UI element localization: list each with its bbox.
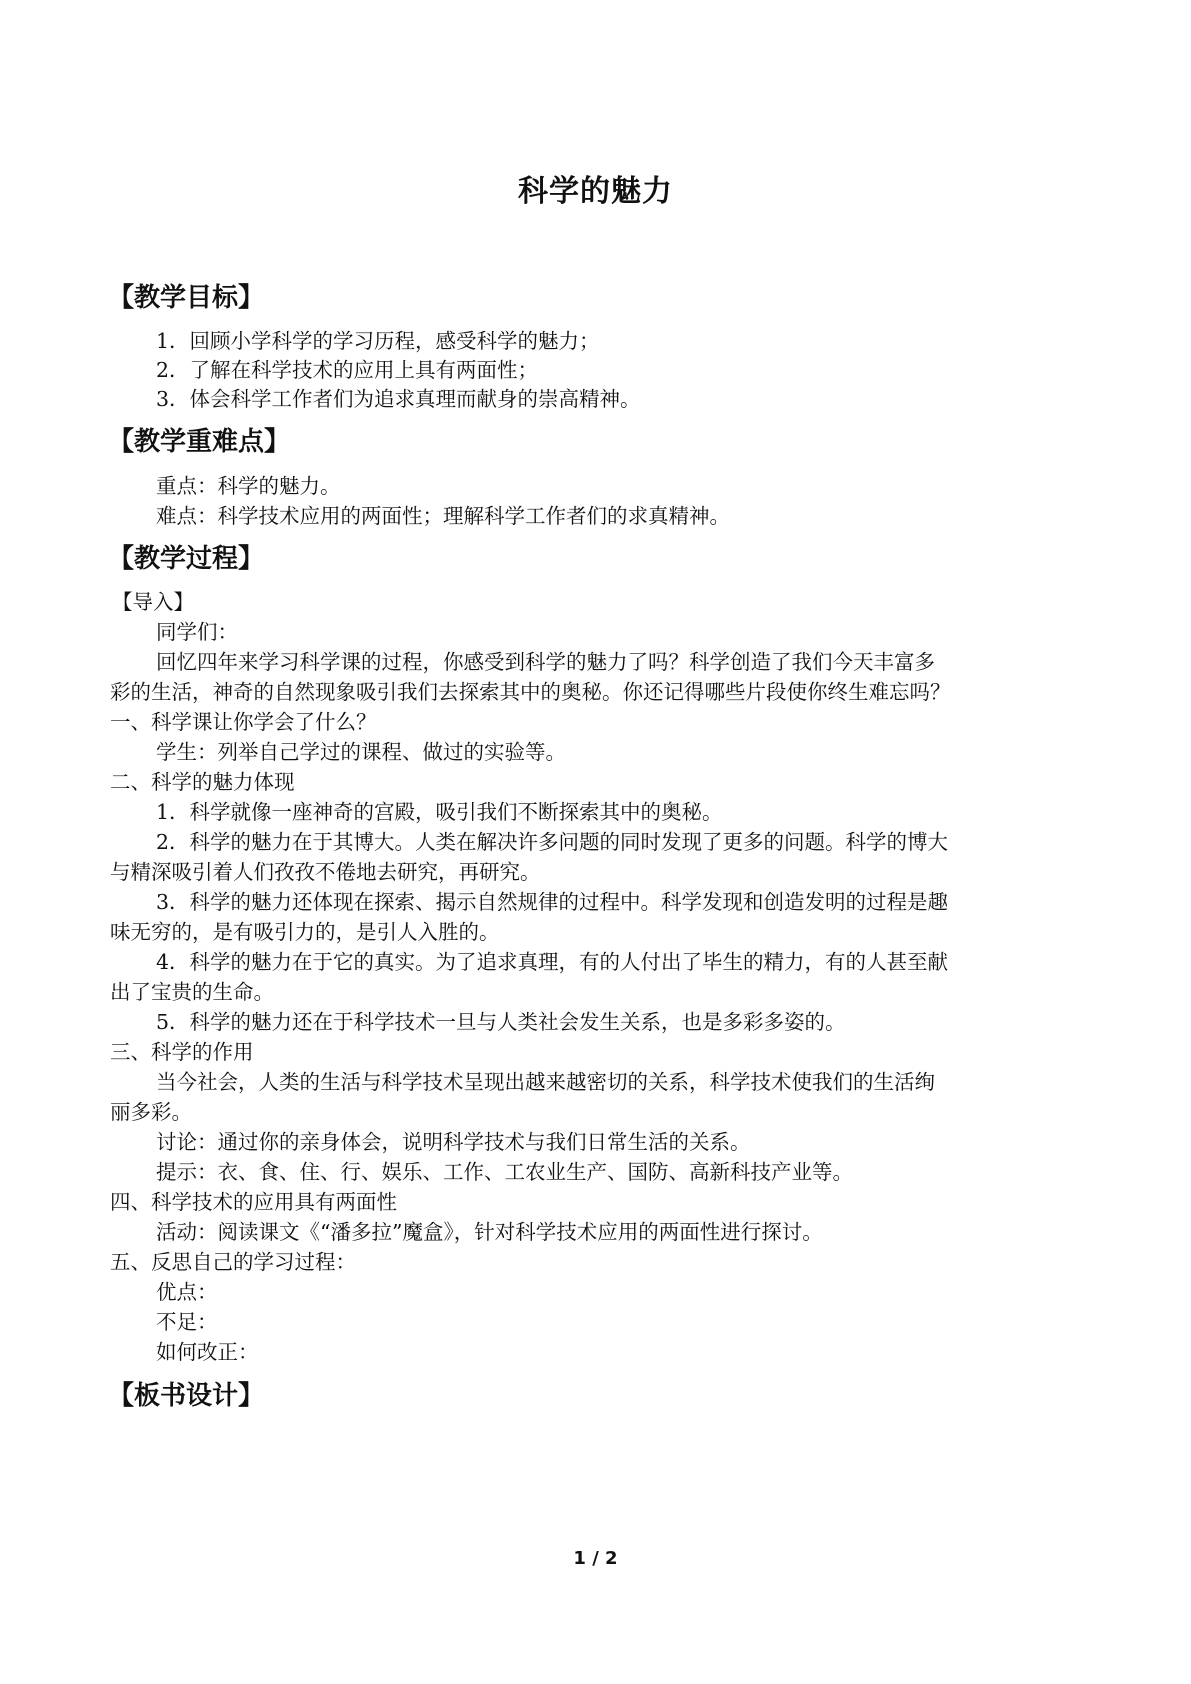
- process-line: 讨论：通过你的亲身体会，说明科学技术与我们日常生活的关系。: [156, 1130, 751, 1154]
- process-line: 与精深吸引着人们孜孜不倦地去研究，再研究。: [110, 860, 541, 884]
- process-line: 学生：列举自己学过的课程、做过的实验等。: [156, 740, 566, 764]
- objective-item: 1．回顾小学科学的学习历程，感受科学的魅力；: [156, 329, 600, 353]
- process-line: 优点：: [156, 1280, 218, 1304]
- process-line: 出了宝贵的生命。: [110, 980, 274, 1004]
- objective-item: 2．了解在科学技术的应用上具有两面性；: [156, 358, 539, 382]
- process-line: 一、科学课让你学会了什么？: [110, 710, 377, 734]
- process-line: 二、科学的魅力体现: [110, 770, 295, 794]
- process-line: 四、科学技术的应用具有两面性: [110, 1190, 397, 1214]
- page-title: 科学的魅力: [518, 174, 673, 209]
- process-line: 五、反思自己的学习过程：: [110, 1250, 356, 1274]
- process-line: 当今社会，人类的生活与科学技术呈现出越来越密切的关系，科学技术使我们的生活绚: [156, 1070, 935, 1094]
- process-line: 味无穷的，是有吸引力的，是引人入胜的。: [110, 920, 500, 944]
- key-point: 重点：科学的魅力。: [156, 474, 341, 498]
- page-number: 1 / 2: [573, 1548, 618, 1569]
- process-line: 丽多彩。: [110, 1100, 192, 1124]
- process-line: 活动：阅读课文《“潘多拉”魔盒》，针对科学技术应用的两面性进行探讨。: [156, 1220, 823, 1244]
- process-line: 2．科学的魅力在于其博大。人类在解决许多问题的同时发现了更多的问题。科学的博大: [156, 830, 949, 854]
- process-line: 同学们：: [156, 620, 238, 644]
- process-line: 回忆四年来学习科学课的过程，你感受到科学的魅力了吗？科学创造了我们今天丰富多: [156, 650, 935, 674]
- difficult-point: 难点：科学技术应用的两面性；理解科学工作者们的求真精神。: [156, 504, 730, 528]
- process-line: 不足：: [156, 1310, 218, 1334]
- process-line: 5．科学的魅力还在于科学技术一旦与人类社会发生关系，也是多彩多姿的。: [156, 1010, 846, 1034]
- heading-board: 【板书设计】: [108, 1381, 265, 1411]
- heading-keypoints: 【教学重难点】: [108, 427, 291, 457]
- process-line: 3．科学的魅力还体现在探索、揭示自然规律的过程中。科学发现和创造发明的过程是趣: [156, 890, 949, 914]
- intro-label: 【导入】: [112, 590, 194, 614]
- process-line: 提示：衣、食、住、行、娱乐、工作、工农业生产、国防、高新科技产业等。: [156, 1160, 853, 1184]
- process-line: 1．科学就像一座神奇的宫殿，吸引我们不断探索其中的奥秘。: [156, 800, 723, 824]
- objective-item: 3．体会科学工作者们为追求真理而献身的崇高精神。: [156, 387, 641, 411]
- heading-process: 【教学过程】: [108, 544, 265, 574]
- heading-objectives: 【教学目标】: [108, 283, 265, 313]
- process-line: 彩的生活，神奇的自然现象吸引我们去探索其中的奥秘。你还记得哪些片段使你终生难忘吗？: [110, 680, 951, 704]
- process-line: 三、科学的作用: [110, 1040, 254, 1064]
- process-line: 如何改正：: [156, 1340, 259, 1364]
- process-line: 4．科学的魅力在于它的真实。为了追求真理，有的人付出了毕生的精力，有的人甚至献: [156, 950, 949, 974]
